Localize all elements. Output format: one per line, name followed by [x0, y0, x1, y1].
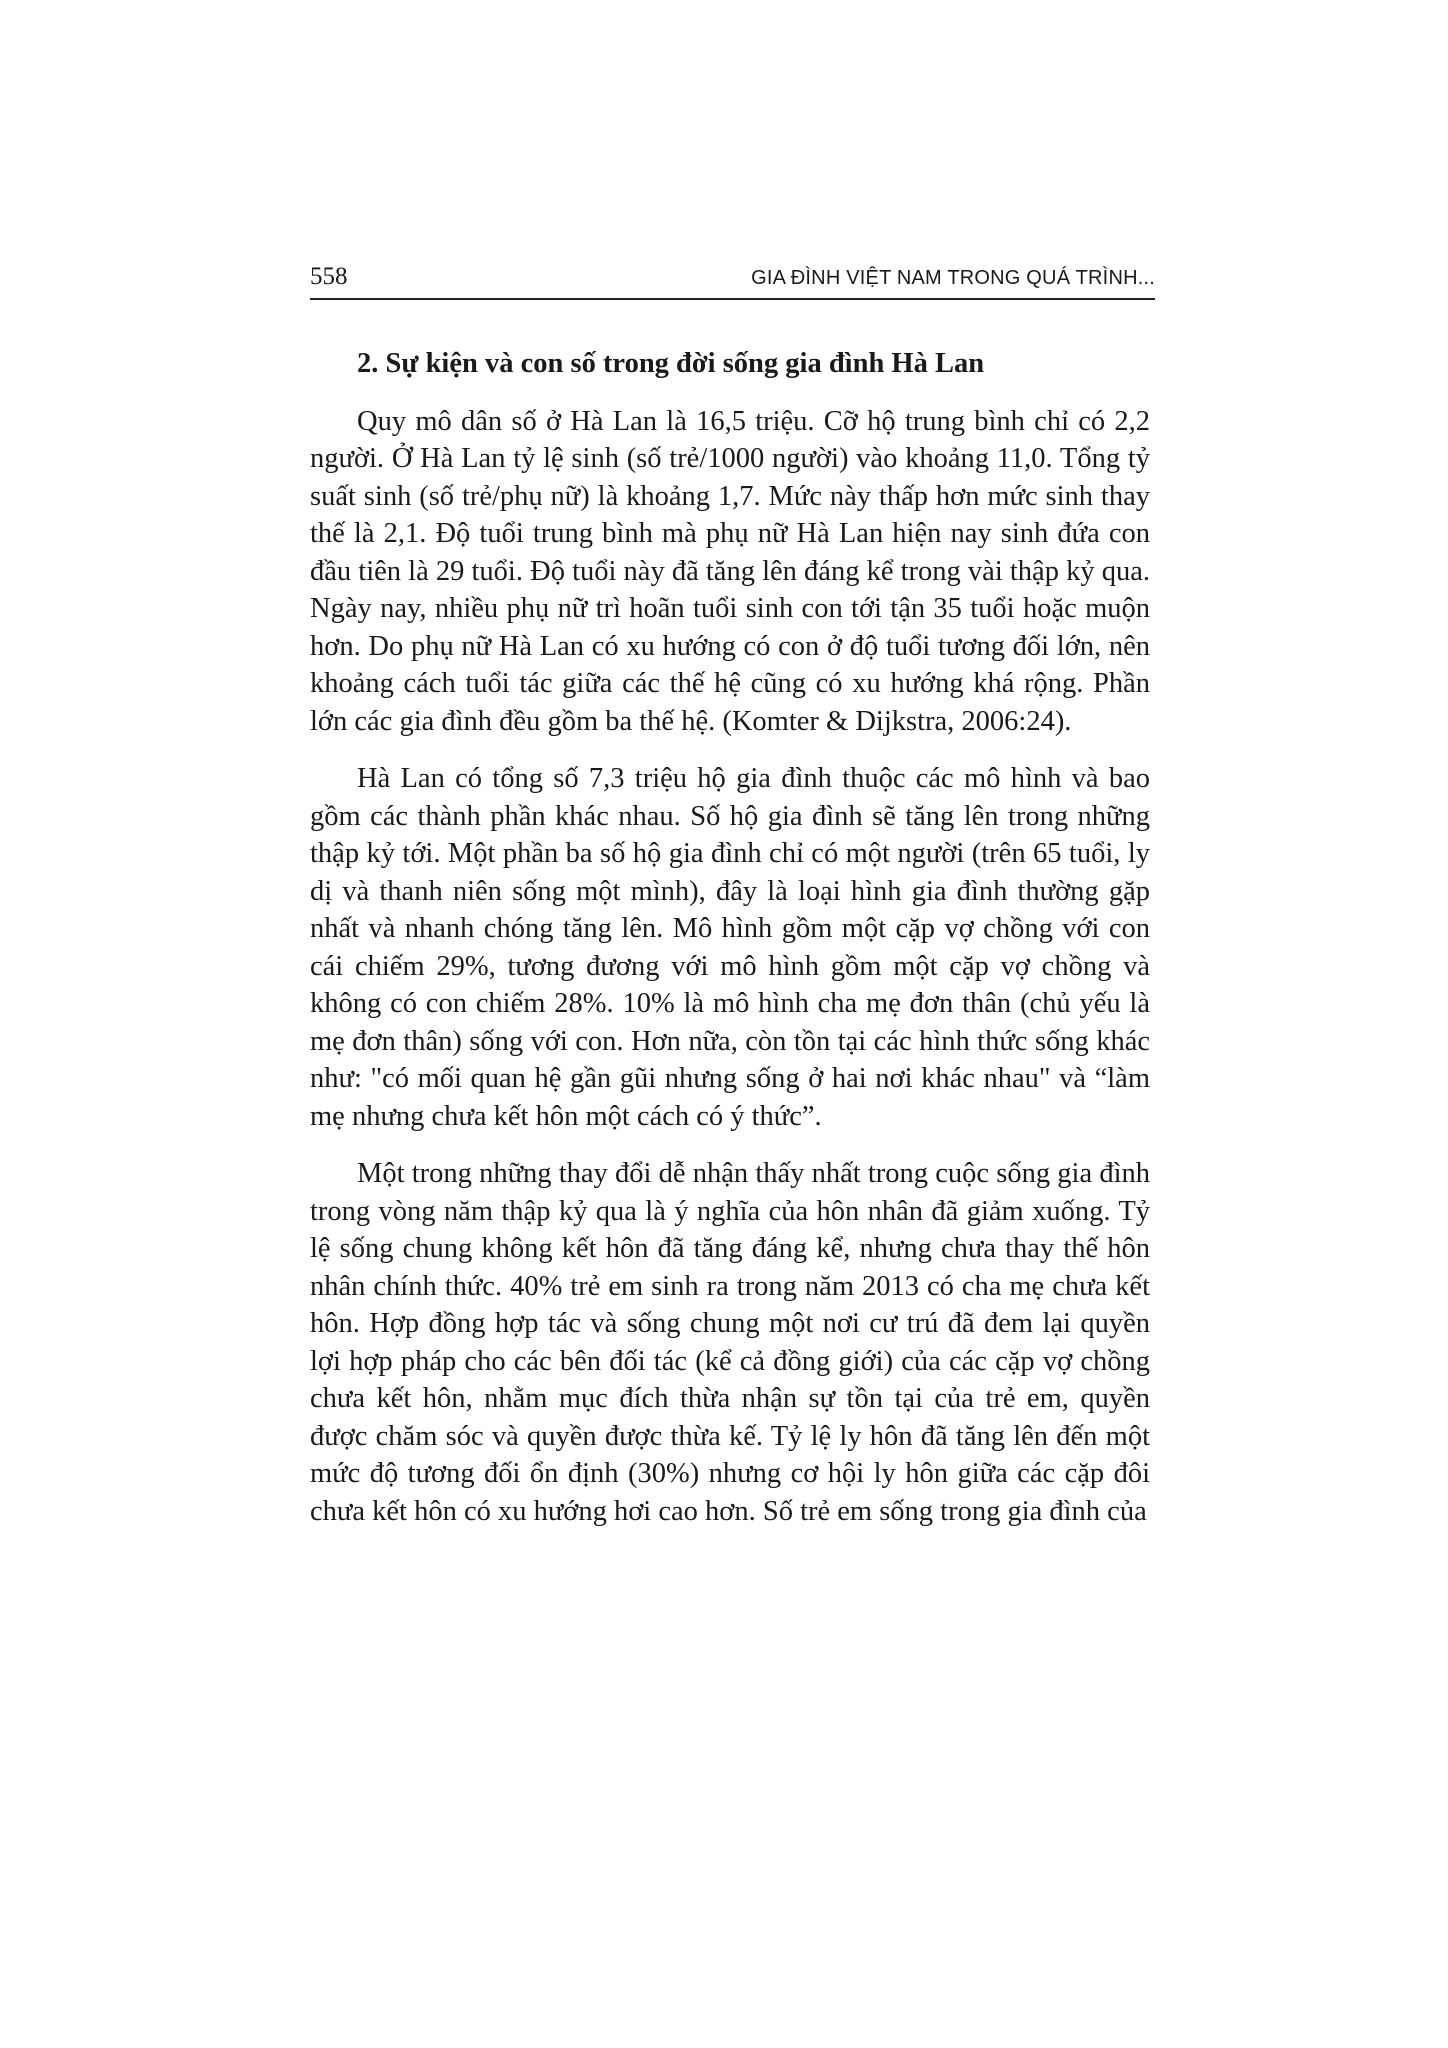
page-body — [310, 345, 1150, 1550]
page-number: 558 — [310, 263, 348, 290]
paragraph-3: Một trong những thay đổi dễ nhận thấy nhất trong cuộc sống gia đình trong vòng năm thập kỷ qua là ý nghĩa của hôn nhân đã giảm xuống. Tỷ lệ sống chung không kết hôn đã tăng đáng kể, nhưng chưa thay thế hôn nhân chính thức. 40% trẻ em sinh ra trong năm 2013 có cha mẹ chưa kết hôn. Hợp đồng hợp tác và sống chung một nơi cư trú đã đem lại quyền lợi hợp pháp cho các bên đối tác (kể cả đồng giới) của các cặp vợ chồng chưa kết hôn, nhằm mục đích thừa nhận sự tồn tại của trẻ em, quyền được chăm sóc và quyền được thừa kế. Tỷ lệ ly hôn đã tăng lên đến một mức độ tương đối ổn định (30%) nhưng cơ hội ly hôn giữa các cặp đôi chưa kết hôn có xu hướng hơi cao hơn. Số trẻ em sống trong gia đình của — [310, 1158, 1150, 1527]
paragraph-1: Quy mô dân số ở Hà Lan là 16,5 triệu. Cỡ hộ trung bình chỉ có 2,2 người. Ở Hà Lan tỷ lệ sinh (số trẻ/1000 người) vào khoảng 11,0. Tổng tỷ suất sinh (số trẻ/phụ nữ) là khoảng 1,7. Mức này thấp hơn mức sinh thay thế là 2,1. Độ tuổi trung bình mà phụ nữ Hà Lan hiện nay sinh đứa con đầu tiên là 29 tuổi. Độ tuổi này đã tăng lên đáng kể trong vài thập kỷ qua. Ngày nay, nhiều phụ nữ trì hoãn tuổi sinh con tới tận 35 tuổi hoặc muộn hơn. Do phụ nữ Hà Lan có xu hướng có con ở độ tuổi tương đối lớn, nên khoảng cách tuổi tác giữa các thế hệ cũng có xu hướng khá rộng. Phần lớn các gia đình đều gồm ba thế hệ. (Komter & Dijkstra, 2006:24). — [310, 405, 1150, 737]
section-title: 2. Sự kiện và con số trong đời sống gia đình Hà Lan — [357, 348, 985, 379]
running-head: GIA ĐÌNH VIỆT NAM TRONG QUÁ TRÌNH... — [751, 267, 1155, 289]
paragraph-2: Hà Lan có tổng số 7,3 triệu hộ gia đình thuộc các mô hình và bao gồm các thành phần khác nhau. Số hộ gia đình sẽ tăng lên trong những thập kỷ tới. Một phần ba số hộ gia đình chỉ có một người (trên 65 tuổi, ly dị và thanh niên sống một mình), đây là loại hình gia đình thường gặp nhất và nhanh chóng tăng lên. Mô hình gồm một cặp vợ chồng với con cái chiếm 29%, tương đương với mô hình gồm một cặp vợ chồng và không có con chiếm 28%. 10% là mô hình cha mẹ đơn thân (chủ yếu là mẹ đơn thân) sống với con. Hơn nữa, còn tồn tại các hình thức sống khác như: "có mối quan hệ gần gũi nhưng sống ở hai nơi khác nhau" và “làm mẹ nhưng chưa kết hôn một cách có ý thức”. — [310, 763, 1150, 1132]
page-header — [310, 262, 1155, 300]
